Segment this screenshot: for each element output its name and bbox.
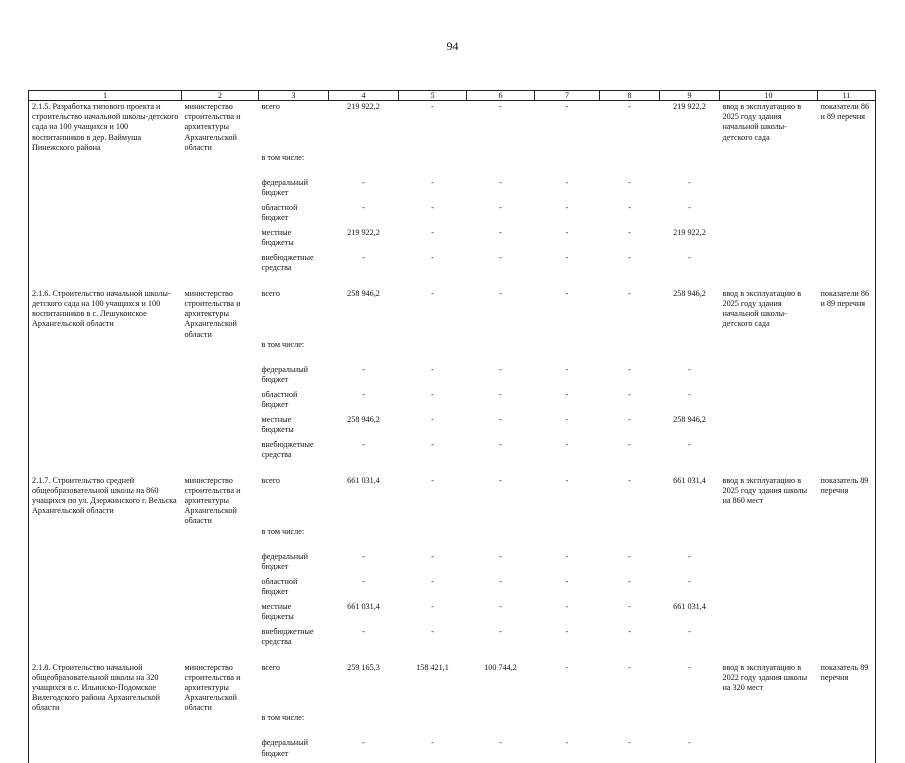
cell-item-name xyxy=(29,577,182,602)
cell-indicator-link xyxy=(818,552,876,577)
cell-year-5: - xyxy=(688,202,691,212)
cell-executor: министерство строительства и архитектуры Архангельской области xyxy=(184,102,241,152)
cell-year-5: - xyxy=(688,252,691,262)
cell-year-3: - xyxy=(565,576,569,586)
cell-total: - xyxy=(362,738,365,748)
cell-year-2: - xyxy=(499,389,502,399)
cell-total: - xyxy=(362,626,365,636)
cell-year-3: - xyxy=(565,252,569,262)
cell-year-2: - xyxy=(499,202,502,212)
cell-year-4: - xyxy=(628,102,631,111)
cell-year-1: - xyxy=(431,102,434,111)
cell-year-4: - xyxy=(628,288,631,298)
cell-year-5 xyxy=(660,713,720,738)
table-row xyxy=(29,602,876,627)
cell-year-5: 661 031,4 xyxy=(673,475,706,485)
table-row xyxy=(29,527,876,552)
table-row xyxy=(29,475,876,527)
cell-year-1: 158 421,1 xyxy=(416,662,449,672)
cell-funding-source: федеральный бюджет xyxy=(261,177,309,198)
cell-year-4 xyxy=(600,153,660,178)
cell-year-3: - xyxy=(565,177,569,187)
cell-indicator-link xyxy=(818,390,876,415)
cell-year-3: - xyxy=(565,738,569,748)
cell-year-4: - xyxy=(628,227,631,237)
cell-year-1: - xyxy=(431,364,434,374)
cell-item-name: 2.1.6. Строительство начальной школы-детского сада на 100 учащихся и 100 воспитанников в с. Лешуконское Архангельской области xyxy=(29,288,182,340)
cell-executor xyxy=(182,203,259,228)
cell-expected-result: ввод в эксплуатацию в 2025 году здания начальной школы-детского сада xyxy=(722,102,802,142)
cell-year-2: - xyxy=(499,288,502,298)
table-row xyxy=(29,415,876,440)
cell-year-5: - xyxy=(688,177,691,187)
cell-total: 219 922,2 xyxy=(347,102,380,111)
cell-executor xyxy=(182,440,259,465)
cell-year-3: - xyxy=(565,227,569,237)
column-number-4: 4 xyxy=(329,91,399,101)
cell-indicator-link xyxy=(818,365,876,390)
cell-item-name xyxy=(29,203,182,228)
cell-year-2 xyxy=(467,340,535,365)
cell-item-name: 2.1.5. Разработка типового проекта и строительство начальной школы-детского сада на 100 учащихся и 100 воспитанников в дер. Ваймуша Пинежского района xyxy=(29,101,182,153)
cell-expected-result xyxy=(720,153,818,178)
cell-item-name xyxy=(29,228,182,253)
cell-funding-source: областной бюджет xyxy=(261,389,298,409)
cell-total: 661 031,4 xyxy=(347,601,380,611)
spacer-row xyxy=(29,278,876,288)
cell-year-1 xyxy=(399,153,467,178)
table-row xyxy=(29,627,876,652)
cell-indicator-link xyxy=(818,713,876,738)
cell-total: - xyxy=(362,364,365,374)
table-row xyxy=(29,253,876,278)
cell-item-name xyxy=(29,602,182,627)
column-number-1: 1 xyxy=(29,91,182,101)
cell-indicator-link xyxy=(818,440,876,465)
cell-executor: министерство строительства и архитектуры Архангельской области xyxy=(184,662,241,713)
cell-indicator-link xyxy=(818,415,876,440)
cell-year-2: - xyxy=(499,439,502,449)
cell-expected-result: ввод в эксплуатацию в 2025 году здания школы на 860 мест xyxy=(722,475,808,506)
cell-year-5 xyxy=(660,153,720,178)
cell-year-2: - xyxy=(499,102,502,111)
cell-indicator-link xyxy=(818,178,876,203)
cell-year-1: - xyxy=(431,551,434,561)
cell-funding-source: федеральный бюджет xyxy=(261,738,309,758)
cell-year-4: - xyxy=(628,439,631,449)
cell-expected-result xyxy=(720,340,818,365)
cell-year-2: - xyxy=(499,601,502,611)
cell-year-1 xyxy=(399,340,467,365)
cell-year-4: - xyxy=(628,389,631,399)
cell-item-name xyxy=(29,153,182,178)
spacer-row xyxy=(29,465,876,475)
cell-item-name xyxy=(29,253,182,278)
cell-funding-source: в том числе: xyxy=(261,713,305,723)
cell-year-2: - xyxy=(499,475,502,485)
cell-funding-source: областной бюджет xyxy=(261,576,298,596)
cell-expected-result xyxy=(720,390,818,415)
cell-year-1: - xyxy=(431,227,434,237)
cell-year-2: - xyxy=(499,414,502,424)
cell-total: 661 031,4 xyxy=(347,475,380,485)
cell-expected-result xyxy=(720,602,818,627)
cell-year-3 xyxy=(535,527,600,552)
cell-year-2 xyxy=(467,713,535,738)
cell-year-2 xyxy=(467,527,535,552)
cell-year-3: - xyxy=(565,475,569,485)
cell-year-3 xyxy=(535,713,600,738)
cell-executor xyxy=(182,713,259,738)
cell-total: 258 946,2 xyxy=(347,288,380,298)
cell-total xyxy=(329,153,399,178)
cell-year-3 xyxy=(535,153,600,178)
cell-year-1 xyxy=(399,713,467,738)
cell-year-5: 219 922,2 xyxy=(673,102,706,111)
cell-year-4: - xyxy=(628,475,631,485)
cell-item-name xyxy=(29,552,182,577)
cell-executor: министерство строительства и архитектуры Архангельской области xyxy=(184,288,241,339)
cell-year-4: - xyxy=(628,738,631,748)
column-number-7: 7 xyxy=(535,91,600,101)
cell-year-3: - xyxy=(565,414,569,424)
table-row xyxy=(29,288,876,340)
cell-year-4: - xyxy=(628,202,631,212)
cell-total: - xyxy=(362,202,365,212)
cell-year-5 xyxy=(660,527,720,552)
table-row xyxy=(29,662,876,714)
cell-year-3: - xyxy=(565,102,569,111)
cell-item-name xyxy=(29,178,182,203)
cell-expected-result xyxy=(720,440,818,465)
cell-executor xyxy=(182,228,259,253)
table-row xyxy=(29,390,876,415)
column-number-2: 2 xyxy=(182,91,259,101)
cell-total: - xyxy=(362,439,365,449)
cell-item-name xyxy=(29,440,182,465)
cell-executor xyxy=(182,340,259,365)
cell-executor xyxy=(182,627,259,652)
cell-year-1: - xyxy=(431,252,434,262)
cell-year-5: - xyxy=(688,439,691,449)
cell-funding-source: местные бюджеты xyxy=(261,414,294,434)
cell-year-3: - xyxy=(565,202,569,212)
cell-expected-result xyxy=(720,178,818,203)
cell-year-3: - xyxy=(565,626,569,636)
cell-item-name xyxy=(29,390,182,415)
cell-year-2: - xyxy=(499,626,502,636)
cell-executor xyxy=(182,527,259,552)
cell-expected-result xyxy=(720,203,818,228)
cell-year-2: - xyxy=(499,738,502,748)
cell-total xyxy=(329,527,399,552)
cell-year-1: - xyxy=(431,576,434,586)
cell-year-4: - xyxy=(628,626,631,636)
cell-executor: министерство строительства и архитектуры Архангельской области xyxy=(184,475,241,526)
cell-expected-result xyxy=(720,527,818,552)
cell-funding-source: всего xyxy=(261,102,280,111)
cell-executor xyxy=(182,602,259,627)
cell-item-name xyxy=(29,365,182,390)
cell-year-5 xyxy=(660,340,720,365)
cell-funding-source: внебюджетные средства xyxy=(261,439,314,459)
column-number-9: 9 xyxy=(660,91,720,101)
table-row xyxy=(29,228,876,253)
cell-indicator-link: показатели 86 и 89 перечня xyxy=(818,101,876,153)
table-row xyxy=(29,552,876,577)
cell-total: - xyxy=(362,551,365,561)
cell-funding-source: в том числе: xyxy=(261,152,305,162)
table-row xyxy=(29,153,876,178)
column-number-6: 6 xyxy=(467,91,535,101)
cell-funding-source: внебюджетные средства xyxy=(261,626,314,646)
cell-item-name xyxy=(29,738,182,763)
cell-executor xyxy=(182,738,259,763)
cell-year-4: - xyxy=(628,551,631,561)
cell-expected-result xyxy=(720,253,818,278)
cell-year-3: - xyxy=(565,439,569,449)
table-row xyxy=(29,738,876,763)
table-row xyxy=(29,713,876,738)
cell-year-4: - xyxy=(628,576,631,586)
table-row xyxy=(29,365,876,390)
cell-funding-source: в том числе: xyxy=(261,339,305,349)
cell-year-4: - xyxy=(628,364,631,374)
column-number-row xyxy=(29,91,876,101)
cell-year-4 xyxy=(600,527,660,552)
cell-expected-result xyxy=(720,228,818,253)
cell-executor xyxy=(182,253,259,278)
cell-year-1: - xyxy=(431,177,434,187)
funding-table xyxy=(28,90,876,763)
cell-expected-result xyxy=(720,415,818,440)
cell-executor xyxy=(182,577,259,602)
cell-year-5: - xyxy=(688,662,691,672)
table-row xyxy=(29,440,876,465)
cell-year-2: - xyxy=(499,364,502,374)
cell-year-2: 100 744,2 xyxy=(484,662,517,672)
cell-total: 219 922,2 xyxy=(347,227,380,237)
cell-item-name: 2.1.8. Строительство начальной общеобразовательной школы на 320 учащихся в с. Ильинско-Подомское Вилегодского района Архангельской области xyxy=(29,662,182,714)
page-number: 94 xyxy=(446,39,459,53)
cell-expected-result xyxy=(720,365,818,390)
cell-year-1: - xyxy=(431,288,434,298)
cell-year-3: - xyxy=(565,364,569,374)
column-number-3: 3 xyxy=(259,91,329,101)
cell-total: 258 946,2 xyxy=(347,414,380,424)
cell-year-4 xyxy=(600,340,660,365)
cell-executor xyxy=(182,178,259,203)
cell-indicator-link: показатели 86 и 89 перечня xyxy=(818,288,876,340)
cell-year-4: - xyxy=(628,662,631,672)
cell-year-5: 258 946,2 xyxy=(673,414,706,424)
cell-item-name xyxy=(29,713,182,738)
cell-year-5: - xyxy=(688,738,691,748)
cell-funding-source: местные бюджеты xyxy=(261,601,294,621)
cell-funding-source: всего xyxy=(261,662,280,672)
cell-expected-result xyxy=(720,552,818,577)
cell-indicator-link xyxy=(818,738,876,763)
cell-executor xyxy=(182,153,259,178)
cell-year-2: - xyxy=(499,551,502,561)
cell-executor xyxy=(182,415,259,440)
cell-expected-result xyxy=(720,577,818,602)
cell-total xyxy=(329,713,399,738)
cell-executor xyxy=(182,365,259,390)
cell-indicator-link xyxy=(818,577,876,602)
cell-year-1: - xyxy=(431,414,434,424)
cell-total: - xyxy=(362,576,365,586)
cell-year-4: - xyxy=(628,252,631,262)
cell-total xyxy=(329,340,399,365)
cell-funding-source: областной бюджет xyxy=(261,202,298,223)
cell-year-5: 661 031,4 xyxy=(673,601,706,611)
cell-item-name xyxy=(29,527,182,552)
cell-expected-result xyxy=(720,713,818,738)
cell-year-2: - xyxy=(499,227,502,237)
cell-year-3 xyxy=(535,340,600,365)
table-row xyxy=(29,577,876,602)
column-number-5: 5 xyxy=(399,91,467,101)
cell-year-5: 219 922,2 xyxy=(673,227,706,237)
cell-year-4: - xyxy=(628,601,631,611)
cell-year-3: - xyxy=(565,288,569,298)
cell-indicator-link xyxy=(818,253,876,278)
cell-executor xyxy=(182,552,259,577)
cell-total: - xyxy=(362,252,365,262)
cell-year-5: 258 946,2 xyxy=(673,288,706,298)
cell-funding-source: всего xyxy=(261,288,280,298)
cell-item-name: 2.1.7. Строительство средней общеобразовательной школы на 860 учащихся по ул. Дзержинского г. Вельска Архангельской области xyxy=(29,475,182,527)
cell-year-3: - xyxy=(565,389,569,399)
cell-year-3: - xyxy=(565,601,569,611)
cell-funding-source: местные бюджеты xyxy=(261,227,294,248)
cell-item-name xyxy=(29,627,182,652)
cell-year-2: - xyxy=(499,252,502,262)
cell-year-1: - xyxy=(431,475,434,485)
cell-indicator-link xyxy=(818,340,876,365)
cell-year-1: - xyxy=(431,389,434,399)
cell-year-2: - xyxy=(499,576,502,586)
cell-year-3: - xyxy=(565,551,569,561)
cell-indicator-link xyxy=(818,153,876,178)
cell-year-5: - xyxy=(688,364,691,374)
cell-year-4: - xyxy=(628,414,631,424)
cell-funding-source: федеральный бюджет xyxy=(261,551,309,571)
cell-indicator-link xyxy=(818,527,876,552)
cell-year-1: - xyxy=(431,439,434,449)
cell-indicator-link: показатель 89 перечня xyxy=(818,662,876,714)
cell-year-4: - xyxy=(628,177,631,187)
cell-year-1: - xyxy=(431,738,434,748)
cell-funding-source: внебюджетные средства xyxy=(261,252,314,273)
cell-indicator-link xyxy=(818,602,876,627)
cell-year-2: - xyxy=(499,177,502,187)
table-row xyxy=(29,203,876,228)
cell-year-1: - xyxy=(431,601,434,611)
cell-total: 259 165,3 xyxy=(347,662,380,672)
cell-funding-source: в том числе: xyxy=(261,526,305,536)
cell-funding-source: всего xyxy=(261,475,280,485)
cell-year-5: - xyxy=(688,626,691,636)
cell-expected-result xyxy=(720,738,818,763)
spacer-row xyxy=(29,652,876,662)
cell-expected-result xyxy=(720,627,818,652)
cell-expected-result: ввод в эксплуатацию в 2022 году здания школы на 320 мест xyxy=(722,662,808,692)
column-number-11: 11 xyxy=(818,91,876,101)
table-row xyxy=(29,101,876,153)
column-number-8: 8 xyxy=(600,91,660,101)
cell-total: - xyxy=(362,177,365,187)
cell-year-5: - xyxy=(688,576,691,586)
cell-year-5: - xyxy=(688,389,691,399)
cell-funding-source: федеральный бюджет xyxy=(261,364,309,384)
cell-expected-result: ввод в эксплуатацию в 2025 году здания начальной школы-детского сада xyxy=(722,288,802,329)
cell-item-name xyxy=(29,340,182,365)
cell-indicator-link: показатель 89 перечня xyxy=(818,475,876,527)
cell-indicator-link xyxy=(818,627,876,652)
cell-year-1: - xyxy=(431,202,434,212)
cell-year-1: - xyxy=(431,626,434,636)
cell-year-5: - xyxy=(688,551,691,561)
cell-total: - xyxy=(362,389,365,399)
table-row xyxy=(29,178,876,203)
cell-item-name xyxy=(29,415,182,440)
cell-executor xyxy=(182,390,259,415)
cell-indicator-link xyxy=(818,203,876,228)
table-row xyxy=(29,340,876,365)
cell-year-4 xyxy=(600,713,660,738)
cell-year-1 xyxy=(399,527,467,552)
cell-year-3: - xyxy=(565,662,569,672)
column-number-10: 10 xyxy=(720,91,818,101)
cell-year-2 xyxy=(467,153,535,178)
cell-indicator-link xyxy=(818,228,876,253)
